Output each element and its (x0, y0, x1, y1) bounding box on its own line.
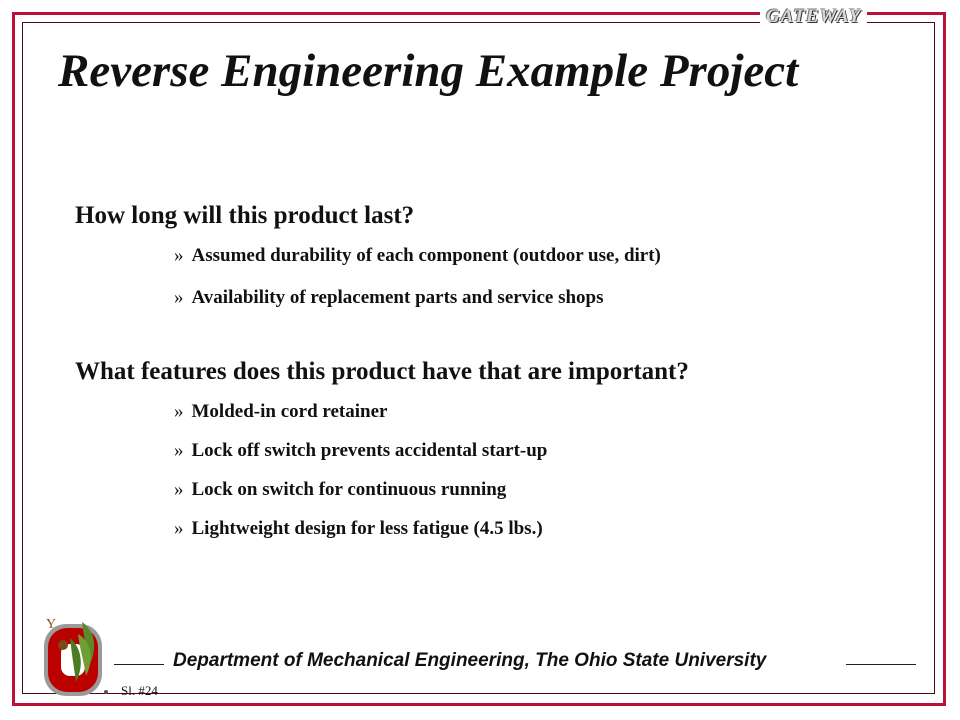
bullet-marker: » (174, 245, 184, 266)
slide-number: Sl. #24 (121, 683, 158, 698)
bullet-1-2 (174, 287, 604, 309)
slide-title: Reverse Engineering Example Project (58, 45, 799, 97)
footer-department: Department of Mechanical Engineering, The Ohio State University (173, 650, 767, 671)
ohio-state-logo-icon (42, 612, 112, 702)
bullet-marker: » (174, 401, 184, 422)
bullet-2-2 (174, 440, 547, 462)
footer-rule-left (114, 664, 164, 665)
bullet-text: Assumed durability of each component (outdoor use, dirt) (191, 245, 661, 266)
footer-rule-right (846, 664, 916, 665)
bullet-marker: » (174, 479, 184, 500)
bullet-text: Availability of replacement parts and service shops (191, 287, 604, 308)
bullet-text: Lock on switch for continuous running (191, 479, 507, 500)
bullet-marker: » (174, 518, 184, 539)
bullet-text: Lock off switch prevents accidental start-up (191, 440, 548, 461)
bullet-text: Lightweight design for less fatigue (4.5 lbs.) (191, 518, 543, 539)
bullet-marker: » (174, 440, 184, 461)
bullet-marker: » (174, 287, 184, 308)
bullet-1-1 (174, 245, 661, 267)
gateway-brand: GATEWAY (760, 6, 867, 28)
question-1: How long will this product last? (75, 202, 415, 229)
bullet-2-3 (174, 479, 506, 501)
bullet-text: Molded-in cord retainer (191, 401, 388, 422)
svg-text:Y: Y (46, 617, 57, 632)
bullet-2-4 (174, 518, 543, 540)
question-2: What features does this product have that are important? (75, 358, 689, 385)
bullet-2-1 (174, 401, 387, 423)
